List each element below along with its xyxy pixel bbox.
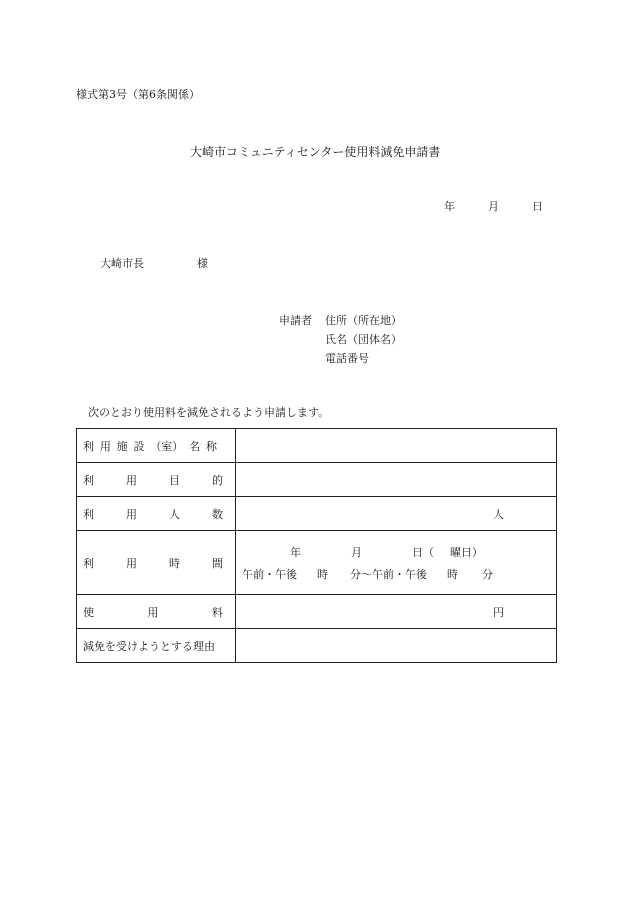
label-char: 目 [169, 473, 180, 487]
label-char: 用 [99, 439, 111, 453]
time-month: 月 [351, 545, 362, 559]
time-field[interactable] [236, 531, 557, 595]
reason-field[interactable] [236, 629, 557, 663]
reason-label-text: 減免を受けようとする理由 [83, 639, 215, 653]
label-people [77, 497, 236, 531]
date-year: 年 [444, 200, 455, 213]
intro-text: 次のとおり使用料を減免されるよう申請します。 [88, 406, 330, 419]
addressee-name: 大崎市長 [100, 257, 144, 270]
label-char: 用 [126, 473, 137, 487]
label-reason [77, 629, 236, 663]
label-facility [77, 429, 236, 463]
label-char: 使 [83, 605, 94, 619]
label-char: 用 [126, 556, 137, 570]
label-char: 利 [83, 473, 94, 487]
label-char: 数 [212, 507, 223, 521]
time-range-line [236, 566, 556, 582]
time-day: 日（ [412, 545, 434, 559]
row-people [77, 497, 557, 531]
row-fee [77, 595, 557, 629]
label-time [77, 531, 236, 595]
row-reason [77, 629, 557, 663]
time-year: 年 [290, 545, 301, 559]
date-line [444, 198, 543, 214]
label-fee [77, 595, 236, 629]
time-min-end: 分 [482, 567, 493, 581]
time-weekday: 曜日） [450, 545, 483, 559]
date-month: 月 [488, 200, 499, 213]
time-min-start-ampm-end: 分～午前・午後 [350, 567, 427, 581]
label-char: （室） [150, 439, 184, 453]
label-char: 料 [212, 605, 223, 619]
row-purpose [77, 463, 557, 497]
purpose-field[interactable] [236, 463, 557, 497]
time-hour-start: 時 [317, 567, 328, 581]
application-table [76, 428, 557, 663]
label-char: 利 [83, 556, 94, 570]
addressee-honorific: 様 [197, 257, 208, 270]
label-char: 用 [147, 605, 159, 619]
label-char: 称 [205, 439, 217, 453]
time-ampm-start: 午前・午後 [242, 567, 297, 581]
label-char: 時 [169, 556, 180, 570]
label-char: 間 [212, 556, 223, 570]
row-time [77, 531, 557, 595]
label-char: 利 [83, 439, 94, 453]
applicant-address: 住所（所在地） [325, 314, 402, 327]
label-purpose [77, 463, 236, 497]
applicant-phone: 電話番号 [325, 352, 369, 365]
facility-field[interactable] [236, 429, 557, 463]
label-char: 用 [126, 507, 137, 521]
fee-field[interactable] [236, 595, 557, 629]
people-field[interactable] [236, 497, 557, 531]
fee-unit: 円 [493, 605, 504, 619]
label-char: 人 [169, 507, 180, 521]
addressee [100, 255, 208, 271]
time-date-line [236, 544, 556, 560]
label-char: 設 [133, 439, 145, 453]
row-facility [77, 429, 557, 463]
document-title: 大崎市コミュニティセンター使用料減免申請書 [190, 145, 441, 159]
form-number: 様式第3号（第6条関係） [76, 88, 200, 101]
label-char: 名 [189, 439, 201, 453]
applicant-name: 氏名（団体名） [325, 333, 402, 346]
applicant-label: 申請者 [279, 314, 312, 327]
label-char: 利 [83, 507, 94, 521]
date-day: 日 [532, 200, 543, 213]
time-hour-end: 時 [447, 567, 458, 581]
people-unit: 人 [493, 507, 504, 521]
label-char: 施 [116, 439, 128, 453]
label-char: 的 [212, 473, 223, 487]
